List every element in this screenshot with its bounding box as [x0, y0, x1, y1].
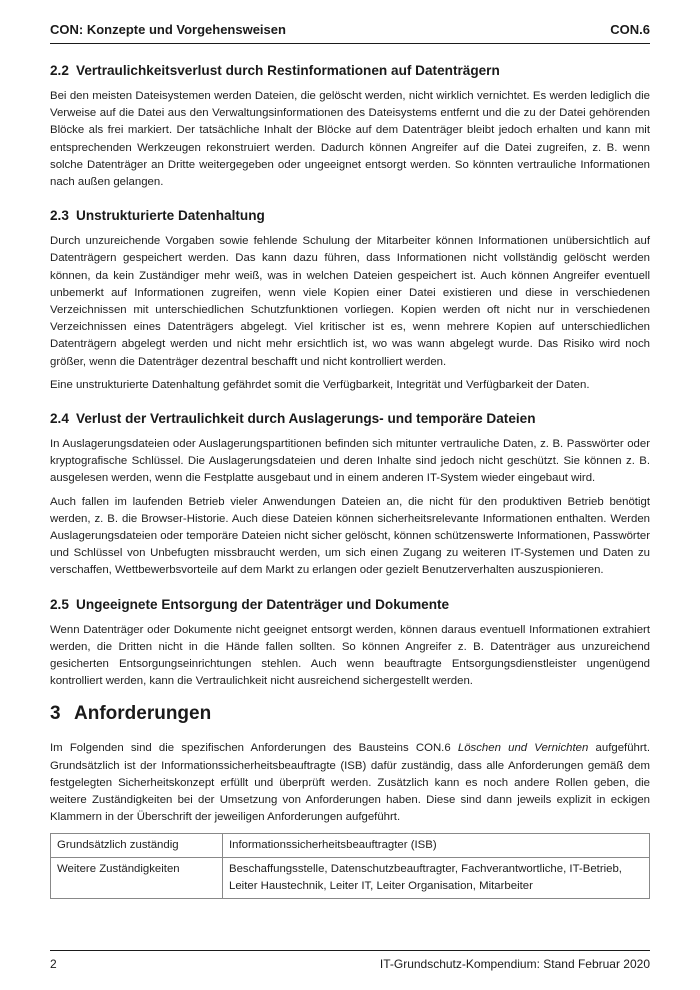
section-heading-2-3: 2.3 Unstrukturierte Datenhaltung	[50, 208, 265, 224]
responsibilities-table	[50, 833, 650, 899]
section-heading-2-4: 2.4 Verlust der Vertraulichkeit durch Auslagerungs- und temporäre Dateien	[50, 411, 536, 427]
section-2-3-paragraph: Durch unzureichende Vorgaben sowie fehlende Schulung der Mitarbeiter können Informationen unübersichtlich auf Datenträgern gespeichert werden. Das kann dazu führen, dass Informationen nicht vollständig gelöscht werden können, da kein Zuständiger mehr weiß, was in welchen Dateien gespeichert ist. Auch können Angreifer eventuell unbemerkt auf Informationen zugreifen, wenn viele Kopien einer Datei existieren und diese in verschiedenen Verzeichnissen mit unterschiedlichen Schutzfunktionen vorliegen. Kopien werden oft nicht nur in verschiedenen Verzeichnissen eines Datenträgers abgelegt. Viel kritischer ist es, wenn mehrere Kopien auf unterschiedlichen Datenträgern abgelegt werden und nicht mehr ersichtlich ist, wo was wann abgelegt wurde. Das Risiko wird noch größer, wenn die Datenträger dezentral beschafft und nicht kontrolliert werden.	[50, 235, 650, 368]
table-row	[51, 833, 650, 857]
page-header	[50, 22, 650, 44]
footer-edition: IT-Grundschutz-Kompendium: Stand Februar 2020	[379, 957, 650, 971]
page-content	[50, 62, 650, 899]
table-cell-label: Weitere Zuständigkeiten	[51, 857, 223, 898]
header-chapter-title: CON: Konzepte und Vorgehensweisen	[50, 22, 286, 37]
section-heading-2-5: 2.5 Ungeeignete Entsorgung der Datenträger und Dokumente	[50, 596, 450, 612]
module-title-italic: Löschen und Vernichten	[457, 742, 589, 755]
section-2-2-paragraph: Bei den meisten Dateisystemen werden Dateien, die gelöscht werden, nicht wirklich vernichtet. Es werden lediglich die Verweise auf die Datei aus den Verwaltungsinformationen des Dateisystems entfernt und die zu der Datei gehörenden Blöcke als frei markiert. Der tatsächliche Inhalt der Blöcke auf dem Datenträger bleibt jedoch erhalten und kann mit entsprechenden Werkzeugen rekonstruiert werden. Dadurch können Angreifer auf die Datei zugreifen, z. B. wenn solche Datenträger an Dritte weitergegeben oder ungeeignet entsorgt werden. So könnten vertrauliche Informationen nach außen gelangen.	[50, 90, 650, 189]
section-2-5-paragraph: Wenn Datenträger oder Dokumente nicht geeignet entsorgt werden, können daraus eventuell Informationen extrahiert werden, die Dritten nicht in die Hände fallen sollten. So können Angreifer z. B. Datenträger aus unzureichend gesicherten Entsorgungseinrichtungen stehlen. Auch wenn beauftragte Entsorgungsdienstleister ungenügend kontrolliert werden, kann die Vertraulichkeit nicht ausreichend sichergestellt werden.	[50, 623, 650, 688]
page-footer	[50, 950, 650, 971]
section-heading-2-2: 2.2 Vertraulichkeitsverlust durch Restinformationen auf Datenträgern	[50, 63, 500, 78]
table-cell-label: Grundsätzlich zuständig	[51, 833, 223, 857]
section-2-4-paragraph: Auch fallen im laufenden Betrieb vieler Anwendungen Dateien an, die nicht für den produktiven Betrieb benötigt werden, z. B. die Browser-Historie. Auch diese Dateien können sicherheitsrelevante Informationen enthalten. Werden Auslagerungsdateien oder temporäre Dateien nicht sicher gelöscht, können schützenswerte Informationen, Passwörter und Schlüssel von Unbefugten missbraucht werden, um sich einen Zugang zu weiteren IT-Systemen und Daten zu verschaffen, Wettbewerbsvorteile auf dem Markt zu erlangen oder gezielt Benutzerverhalten auszuspionieren.	[50, 495, 650, 577]
header-module-id: CON.6	[610, 22, 650, 37]
section-2-3-paragraph: Eine unstrukturierte Datenhaltung gefährdet somit die Verfügbarkeit, Integrität und Verfügbarkeit der Daten.	[50, 378, 590, 391]
table-cell-value: Beschaffungsstelle, Datenschutzbeauftragter, Fachverantwortliche, IT-Betrieb, Leiter Haustechnik, Leiter IT, Leiter Organisation, Mitarbeiter	[223, 857, 650, 898]
table-cell-value: Informationssicherheitsbeauftragter (ISB)	[223, 833, 650, 857]
chapter-heading-3: 3 Anforderungen	[50, 703, 212, 725]
page-number: 2	[50, 957, 57, 971]
chapter-3-intro: Im Folgenden sind die spezifischen Anforderungen des Bausteins CON.6 Löschen und Vernichten aufgeführt. Grundsätzlich ist der Informationssicherheitsbeauftragte (ISB) dafür zuständig, dass alle Anforderungen gemäß dem festgelegten Sicherheitskonzept erfüllt und überprüft werden. Zusätzlich kann es noch andere Rollen geben, die weitere Zuständigkeiten bei der Umsetzung von Anforderungen haben. Diese sind dann jeweils explizit in eckigen Klammern in der Überschrift der jeweiligen Anforderungen aufgeführt.	[50, 742, 650, 824]
section-2-4-paragraph: In Auslagerungsdateien oder Auslagerungspartitionen befinden sich mitunter vertrauliche Daten, z. B. Passwörter oder kryptografische Schlüssel. Die Auslagerungsdateien und deren Inhalte sind jedoch nicht geschützt. Sie können z. B. ausgelesen werden, wenn die Festplatte ausgebaut und in einem anderen IT-System wieder eingebaut wird.	[50, 438, 650, 485]
table-row	[51, 857, 650, 898]
